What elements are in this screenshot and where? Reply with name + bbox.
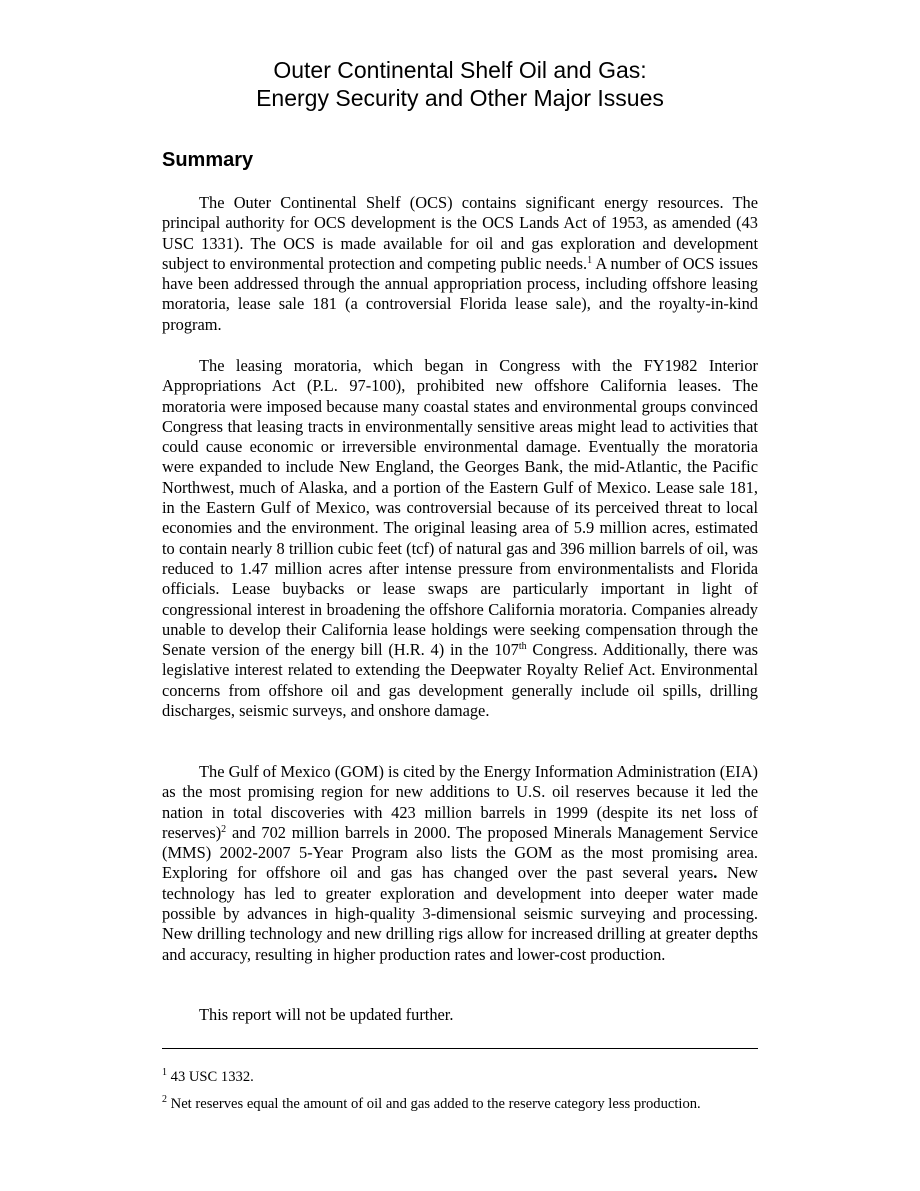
footnote-2 bbox=[162, 1095, 762, 1114]
paragraph-1 bbox=[162, 193, 758, 335]
paragraph-4-text: This report will not be updated further. bbox=[199, 1005, 454, 1024]
paragraph-3-text-b: and 702 million barrels in 2000. The proposed Minerals Management Service (MMS) 2002-2007 5-Year Program also lists the GOM as the most promising area. Exploring for offshore oil and gas has changed over the past several years bbox=[162, 822, 758, 883]
document-title bbox=[0, 56, 920, 112]
title-line-1: Outer Continental Shelf Oil and Gas: bbox=[273, 57, 647, 83]
title-line-2: Energy Security and Other Major Issues bbox=[256, 85, 664, 111]
paragraph-1-text-b: A number of OCS issues have been addressed through the annual appropriation process, including offshore leasing moratoria, lease sale 181 (a controversial Florida lease sale), and the royalty-in-kind program. bbox=[162, 253, 758, 334]
paragraph-4 bbox=[162, 1005, 758, 1025]
paragraph-2-text-b: Congress. Additionally, there was legislative interest related to extending the Deepwater Royalty Relief Act. Environmental concerns from offshore oil and gas development generally include oil spills, drilling discharges, seismic surveys, and onshore damage. bbox=[162, 640, 758, 721]
footnote-ref-2: 2 bbox=[221, 823, 227, 835]
paragraph-2-text-a: The leasing moratoria, which began in Congress with the FY1982 Interior Appropriations Act (P.L. 97-100), prohibited new offshore California leases. The moratoria were imposed because many coastal states and environmental groups convinced Congress that leasing tracts in environmentally sensitive areas might lead to activities that could cause economic or irreversible environmental damage. Eventually the moratoria were expanded to include New England, the Georges Bank, the mid-Atlantic, the Pacific Northwest, much of Alaska, and a portion of the Eastern Gulf of Mexico. Lease sale 181, in the Eastern Gulf of Mexico, was controversial because of its perceived threat to local economies and the environment. The original leasing area of 5.9 million acres, estimated to contain nearly 8 trillion cubic feet (tcf) of natural gas and 396 million barrels of oil, was reduced to 1.47 million acres after intense pressure from environmentalists and Florida officials. Lease buybacks or lease swaps are particularly important in light of congressional interest in broadening the offshore California moratoria. Companies already unable to develop their California lease holdings were seeking compensation through the Senate version of the energy bill (H.R. 4) in the 107 bbox=[162, 356, 758, 660]
footnote-1 bbox=[162, 1068, 762, 1087]
footnote-ref-1: 1 bbox=[587, 254, 593, 266]
footnotes bbox=[162, 1068, 762, 1122]
paragraph-3 bbox=[162, 762, 758, 965]
summary-heading: Summary bbox=[162, 149, 254, 171]
paragraph-3-text-a: The Gulf of Mexico (GOM) is cited by the Energy Information Administration (EIA) as the most promising region for new additions to U.S. oil reserves because it led the nation in total discoveries with 423 million barrels in 1999 (despite its net loss of reserves) bbox=[162, 762, 758, 842]
bold-period: . bbox=[713, 863, 718, 883]
paragraph-3-text-c: New technology has led to greater exploration and development into deeper water made possible by advances in high-quality 3-dimensional seismic surveying and processing. New drilling technology and new drilling rigs allow for increased drilling at greater depths and accuracy, resulting in higher production rates and lower-cost production. bbox=[162, 863, 758, 964]
superscript-th: th bbox=[518, 641, 527, 653]
footnote-divider bbox=[162, 1048, 758, 1049]
footnote-1-text: 43 USC 1332. bbox=[167, 1069, 254, 1085]
footnote-2-number: 2 bbox=[162, 1094, 167, 1105]
paragraph-2 bbox=[162, 356, 758, 721]
footnote-2-text: Net reserves equal the amount of oil and gas added to the reserve category less production. bbox=[167, 1096, 701, 1112]
footnote-1-number: 1 bbox=[162, 1067, 167, 1078]
paragraph-1-text-a: The Outer Continental Shelf (OCS) contains significant energy resources. The principal authority for OCS development is the OCS Lands Act of 1953, as amended (43 USC 1331). The OCS is made available for oil and gas exploration and development subject to environmental protection and competing public needs. bbox=[162, 193, 758, 273]
